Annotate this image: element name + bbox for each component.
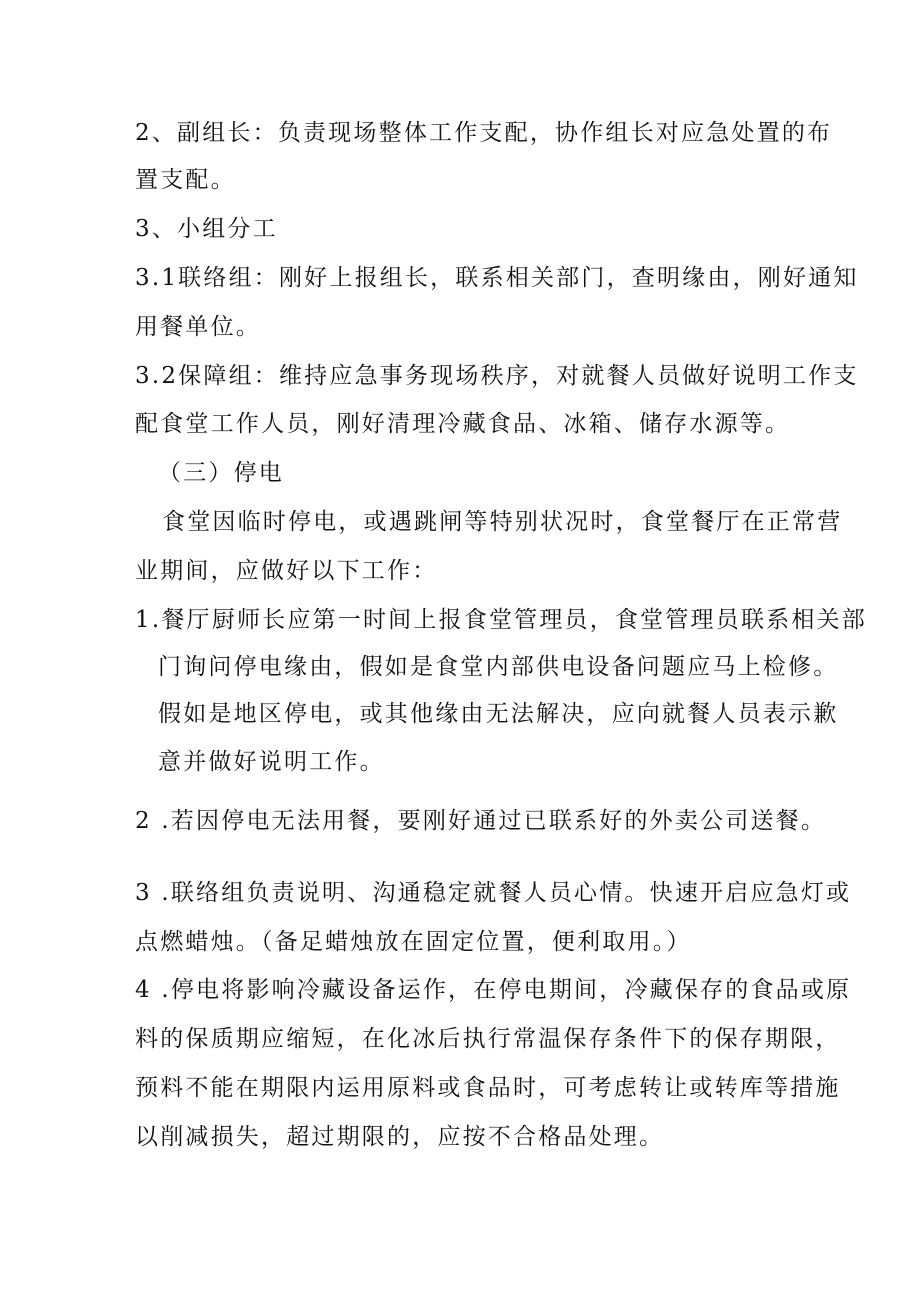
text-line: 业期间，应做好以下工作：: [135, 558, 438, 584]
text-line: 1.餐厅厨师长应第一时间上报食堂管理员，食堂管理员联系相关部: [135, 607, 867, 633]
text-line: 料的保质期应缩短，在化冰后执行常温保存条件下的保存期限，: [135, 1026, 841, 1052]
text-line: 3.2保障组：维持应急事务现场秩序，对就餐人员做好说明工作支: [135, 363, 859, 389]
text-line: 2、副组长：负责现场整体工作支配，协作组长对应急处置的布: [135, 120, 833, 146]
text-line: 门询问停电缘由，假如是食堂内部供电设备问题应马上检修。: [158, 654, 839, 680]
text-line: 用餐单位。: [135, 314, 261, 340]
text-line: 点燃蜡烛。（备足蜡烛放在固定位置，便利取用。）: [135, 929, 692, 955]
text-line: 置支配。: [135, 167, 236, 193]
text-line: 意并做好说明工作。: [158, 749, 385, 775]
text-line: 假如是地区停电，或其他缘由无法解决，应向就餐人员表示歉: [158, 701, 839, 727]
section-heading: （三）停电: [158, 460, 284, 486]
text-line: 配食堂工作人员，刚好清理冷藏食品、冰箱、储存水源等。: [135, 411, 791, 437]
text-line: 以削减损失，超过期限的，应按不合格品处理。: [135, 1124, 665, 1150]
text-line: 4 .停电将影响冷藏设备运作，在停电期间，冷藏保存的食品或原: [135, 977, 852, 1003]
text-line: 食堂因临时停电，或遇跳闸等特别状况时，食堂餐厅在正常营: [162, 509, 843, 535]
section-heading: 3、小组分工: [135, 216, 278, 242]
text-line: 2 .若因停电无法用餐，要刚好通过已联系好的外卖公司送餐。: [135, 808, 827, 834]
text-line: 预料不能在期限内运用原料或食品时，可考虑转让或转库等措施: [135, 1075, 841, 1101]
text-line: 3.1联络组：刚好上报组长，联系相关部门，查明缘由，刚好通知: [135, 265, 859, 291]
text-line: 3 .联络组负责说明、沟通稳定就餐人员心情。快速开启应急灯或: [135, 880, 852, 906]
